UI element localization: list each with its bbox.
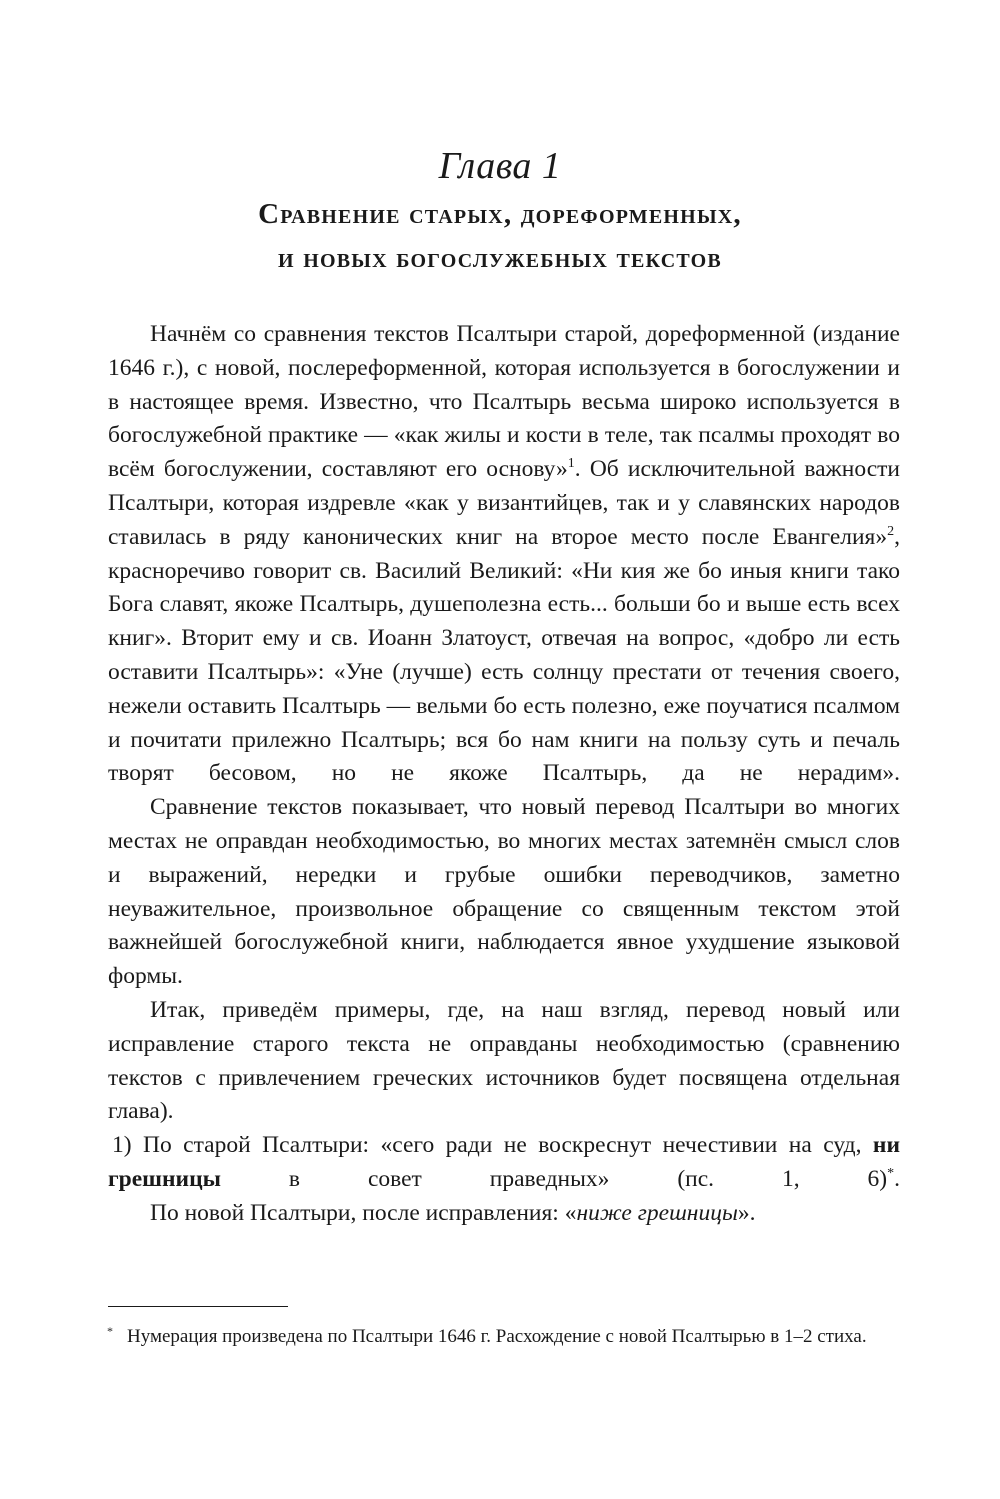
paragraph-5 — [108, 1197, 900, 1231]
footnote-ref-1: 1 — [567, 456, 575, 472]
footnote-ref-star: * — [887, 1166, 895, 1182]
paragraph-4-text-b: в совет праведных» (пс. 1, 6) — [220, 1165, 888, 1192]
footnote — [108, 1323, 900, 1351]
chapter-title-line-1: Сравнение старых, дореформенных, — [258, 198, 742, 230]
emphasis-italic: ниже грешницы — [576, 1199, 738, 1226]
chapter-label: Глава 1 — [438, 145, 562, 187]
paragraph-3: Итак, приведём примеры, где, на наш взгляд, перевод новый или исправление старого текста не оправданы необходимостью (сравнению текстов с привлечением греческих источников будет посвящена отдельная глава). — [108, 996, 900, 1125]
chapter-title — [0, 192, 1000, 280]
emphasis-bold: ни грешницы — [108, 1132, 900, 1192]
paragraph-1 — [108, 318, 900, 791]
footnote-mark: * — [107, 1324, 113, 1338]
paragraph-5-text-b: ». — [737, 1199, 756, 1226]
footnote-divider — [108, 1306, 288, 1307]
paragraph-1-text-c: , красноречиво говорит св. Василий Великий: «Ни кия же бо иныя книги тако Бога славят, якоже Псалтырь, душеполезна есть... больши бо и выше есть всех книг». Вторит ему и св. Иоанн Златоуст, отвечая на вопрос, «добро ли есть оставити Псалтырь»: «Уне (лучше) есть солнцу престати от течения своего, нежели оставить Псалтырь — вельми бо есть полезно, еже поучатися псалмом и почитати прилежно Псалтырь; вся бо нам книги на пользу суть и печаль творят бесовом, но не якоже Псалтырь, да не нерадим». — [108, 523, 900, 787]
chapter-title-line-2: и новых богослужебных текстов — [278, 242, 722, 274]
footnote-text: Нумерация произведена по Псалтыри 1646 г. Расхождение с новой Псалтырью в 1–2 стиха. — [127, 1326, 867, 1347]
paragraph-4 — [108, 1129, 900, 1197]
paragraph-4-text-a: 1) По старой Псалтыри: «сего ради не воскреснут нечестивии на суд, — [112, 1132, 873, 1159]
paragraph-5-text-a: По новой Псалтыри, после исправления: « — [150, 1199, 577, 1226]
body-text — [108, 318, 900, 1231]
paragraph-1-text-b: . Об исключительной важности Псалтыри, которая издревле «как у византийцев, так и у славянских народов ставилась в ряду канонических книг на второе место после Евангелия» — [108, 456, 900, 550]
footnote-ref-2: 2 — [887, 523, 895, 539]
paragraph-2: Сравнение текстов показывает, что новый перевод Псалтыри во многих местах не оправдан необходимостью, во многих местах затемнён смысл слов и выражений, нередки и грубые ошибки переводчиков, заметно неуважительное, произвольное обращение со священным текстом этой важнейшей богослужебной книги, наблюдается явное ухудшение языковой формы. — [108, 794, 900, 990]
paragraph-1-text-a: Начнём со сравнения текстов Псалтыри старой, дореформенной (издание 1646 г.), с новой, послереформенной, которая используется в богослужении и в настоящее время. Известно, что Псалтырь весьма широко используется в богослужебной практике — «как жилы и кости в теле, так псалмы проходят во всём богослужении, составляют его основу» — [108, 321, 900, 483]
paragraph-4-text-c: . — [894, 1165, 900, 1192]
